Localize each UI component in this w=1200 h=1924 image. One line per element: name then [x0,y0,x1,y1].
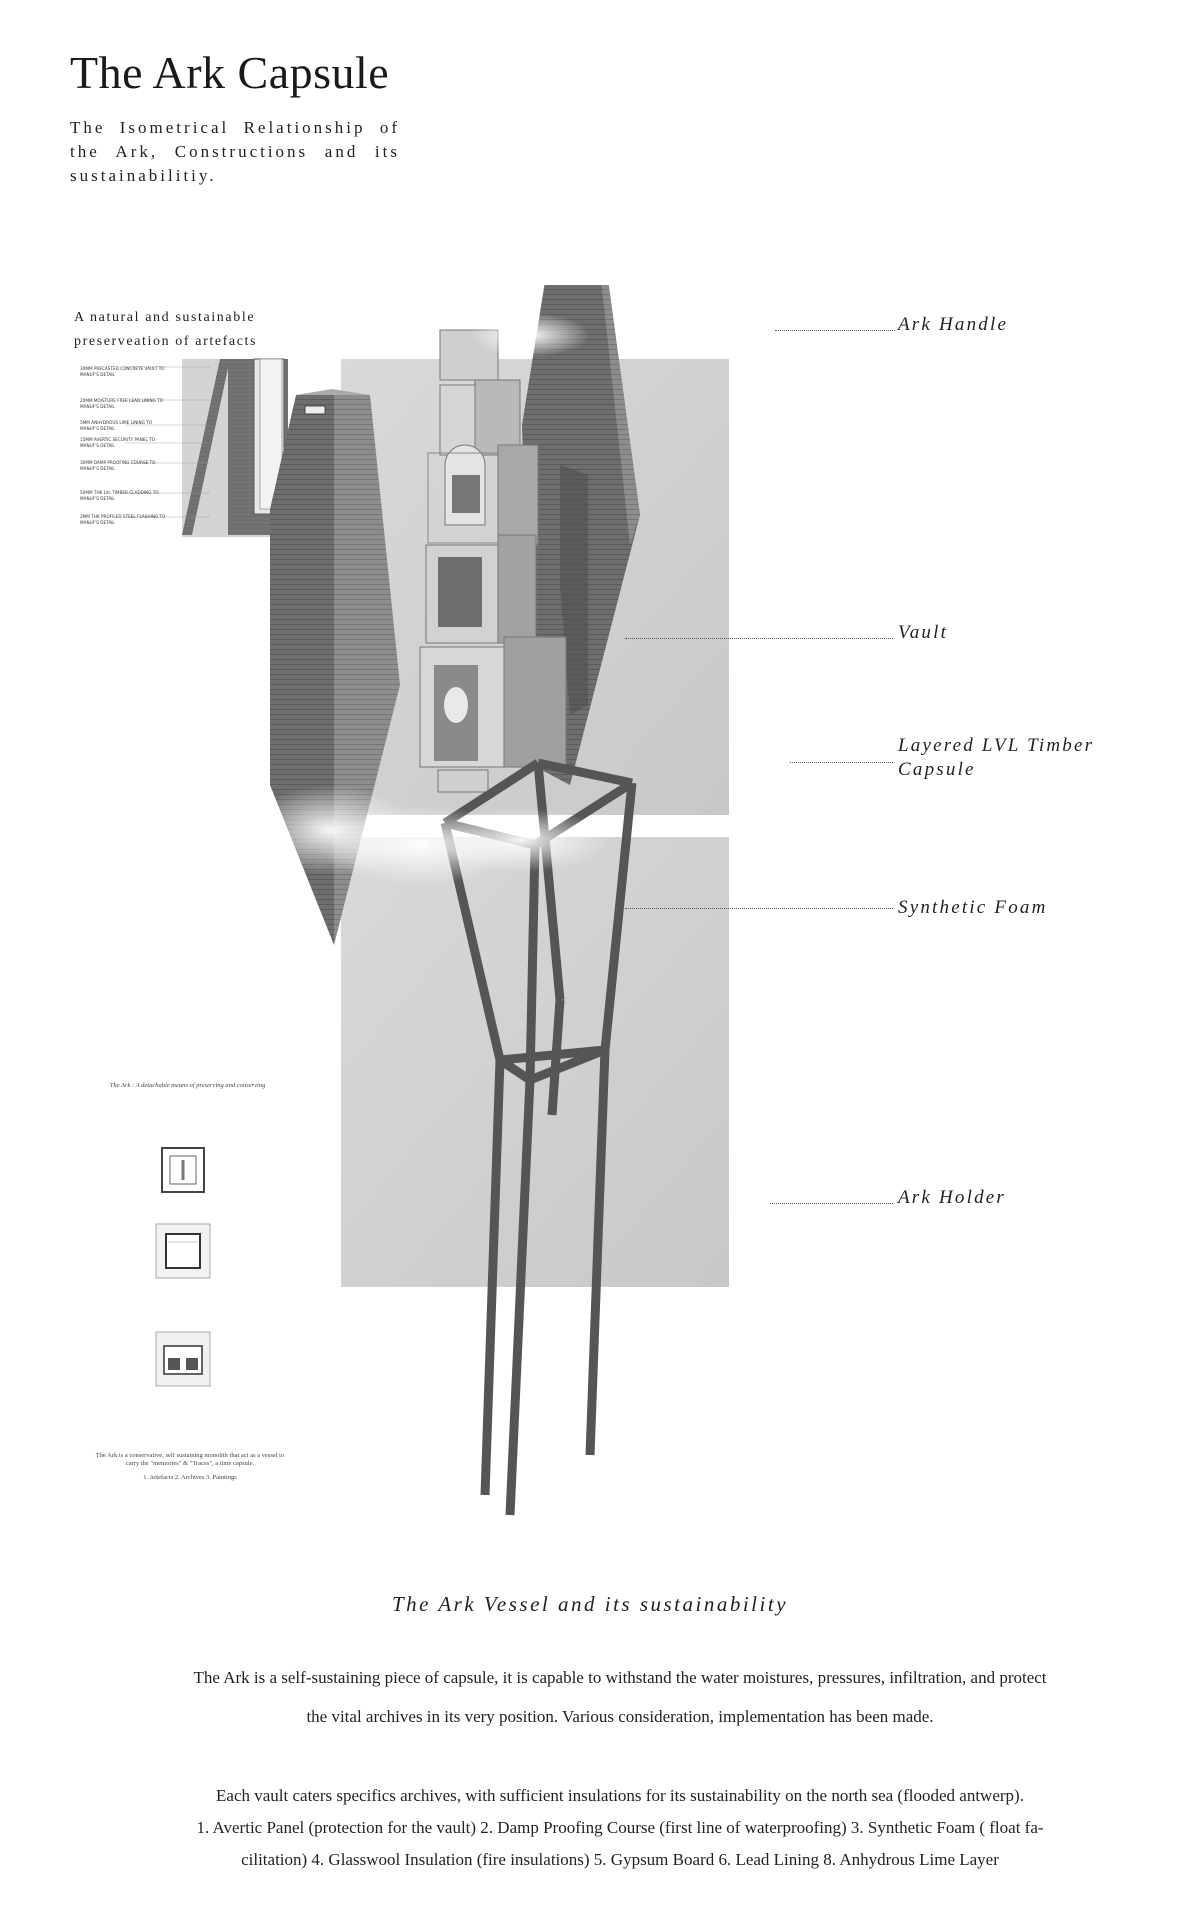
detail-label-lime-lining: 5MM ANHYDROUS LIME LINING TO MANUF'S DETAIL [80,420,153,431]
plan-drawings [150,1140,240,1390]
plans-caption: The Ark : A detachable means of preserving and conserving [109,1082,266,1089]
para1-line1: The Ark is a self-sustaining piece of capsule, it is capable to withstand the water moistures, pressures, infiltration, and protect [193,1668,1047,1687]
leader-ark-handle [775,330,895,331]
detail-heading [74,306,257,354]
callout-ark-holder: Ark Holder [898,1187,1007,1208]
callout-ark-handle: Ark Handle [898,314,1009,335]
detail-label-damp-proofing: 30MM DAMP PROOFING COURSE TO MANUF'S DETAIL [80,460,156,471]
section-heading: The Ark Vessel and its sustainability [391,1592,789,1616]
detail-label-lvl-cladding: 50MM THK LVL TIMBER CLADDING TO MANUF'S DETAIL [80,490,159,501]
callout-lvl-line1: Layered LVL Timber [898,735,1095,756]
detail-label-avertic-panel: 15MM AVERTIC SECURITY PANEL TO MANUF'S DETAIL [80,437,155,448]
plans-note: The Ark is a conservative, self sustaining monolith that act as a vessel to carry the "memories" & "Traces", a time capsule. [95,1452,285,1467]
detail-heading-line1: A natural and sustainable [74,310,256,325]
para1-line2: the vital archives in its very position. Various consideration, implementation has been made. [306,1707,934,1726]
callout-vault: Vault [898,622,949,643]
para2-line3: cilitation) 4. Glasswool Insulation (fire insulations) 5. Gypsum Board 6. Lead Lining 8. Anhydrous Lime Layer [241,1850,999,1869]
page-subtitle: The Isometrical Relationship of the Ark, Constructions and its sustainabilitiy. [70,118,400,185]
plan-vault-mid [156,1224,210,1278]
leader-vault [625,638,893,639]
callout-lvl-capsule [898,734,1094,782]
isometric-ark-illustration [270,285,870,1575]
callout-lvl-line2: Capsule [898,759,976,780]
detail-label-steel-flashing: 2MM THK PROFILED STEEL FLASHING TO MANUF'S DETAIL [80,514,166,525]
para2-line2: 1. Avertic Panel (protection for the vault) 2. Damp Proofing Course (first line of waterproofing) 3. Synthetic Foam ( float fa- [196,1818,1044,1837]
plans-list: 1. Artefacts 2. Archives 3. Paintings [143,1474,237,1481]
para2-line1: Each vault caters specifics archives, with sufficient insulations for its sustainability on the north sea (flooded antwerp). [216,1786,1024,1805]
detail-heading-line2: preserveation of artefacts [74,334,258,349]
leader-synthetic-foam [625,908,893,909]
page-title: The Ark Capsule [70,47,390,98]
leader-ark-holder [770,1203,893,1204]
detail-label-lead-lining: 20MM MOISTURE FREE LEAD LINING TO MANUF'S DETAIL [80,398,164,409]
detail-label-concrete-vault: 30MM PRECASTED CONCRETE VAULT TO MANUF'S DETAIL [80,366,165,377]
leader-lvl-capsule [790,762,893,763]
callout-synthetic-foam: Synthetic Foam [898,897,1048,918]
plan-vault-bottom [156,1332,210,1386]
plan-vault-top [162,1148,204,1192]
